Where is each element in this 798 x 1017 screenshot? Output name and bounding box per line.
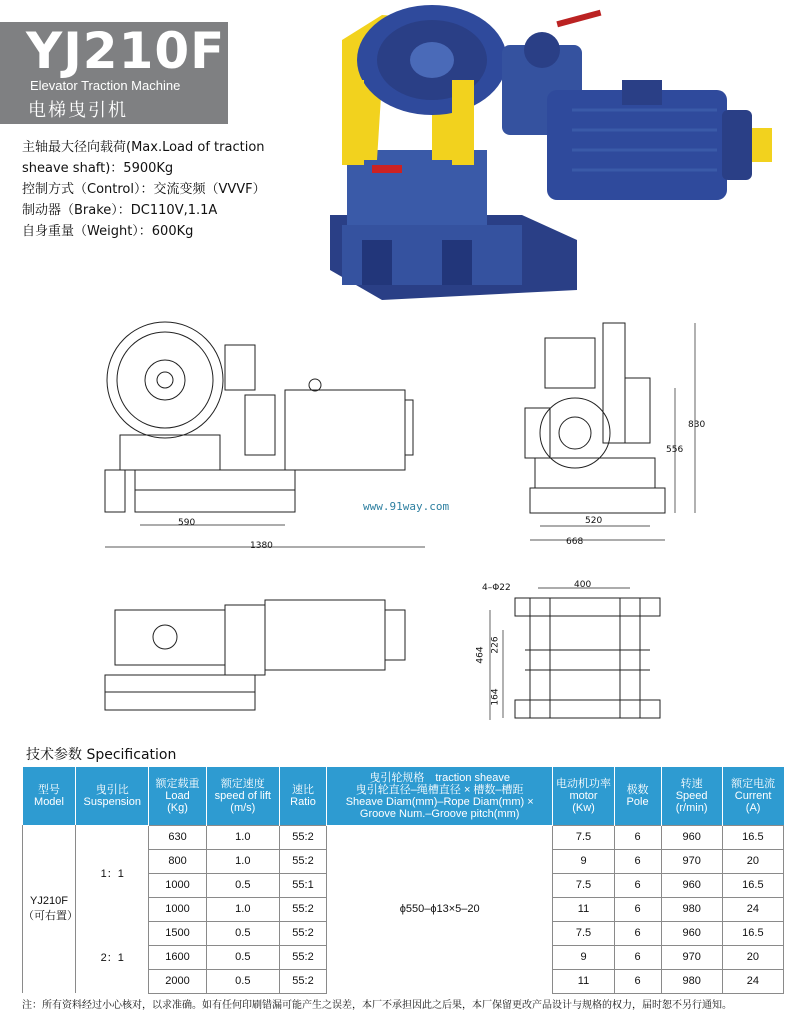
model-title: YJ210F — [26, 22, 226, 80]
col-model: 型号 Model — [23, 767, 76, 825]
col-rpm: 转速 Speed (r/min) — [661, 767, 722, 825]
side-view-drawing — [505, 318, 705, 548]
col-ratio: 速比 Ratio — [280, 767, 327, 825]
footnote: 注：所有资料经过小心核对，以求准确。如有任何印刷错漏可能产生之误差，本厂不承担因此之后果，本厂保留更改产品设计与规格的权力，届时恕不另行通知。 — [22, 1000, 732, 1011]
col-current: 额定电流 Current (A) — [722, 767, 783, 825]
spec-line-control: 控制方式（Control）：交流变频（VVVF） — [22, 182, 266, 197]
dim-plan-400: 400 — [574, 580, 592, 590]
table-header-row — [23, 767, 784, 825]
subtitle-chinese: 电梯曳引机 — [28, 100, 128, 121]
dim-front-1380: 1380 — [250, 541, 273, 551]
table-row: 1000 0.5 55:1 7.5 6 960 16.5 — [23, 873, 784, 897]
sheave-cell: ϕ550–ϕ13×5–20 — [326, 825, 552, 993]
table-row: YJ210F （可右置） 1：1 630 1.0 55:2 ϕ550–ϕ13×5–20 7.5 6 960 16.5 — [23, 825, 784, 849]
col-load: 额定载重 Load (Kg) — [149, 767, 206, 825]
col-sheave: 曳引轮规格 traction sheave 曳引轮直径–绳槽直径 × 槽数–槽距 Sheave Diam(mm)–Rope Diam(mm) × Groove Num.–Groove pitch(mm) — [326, 767, 552, 825]
table-row: 1000 1.0 55:2 11 6 980 24 — [23, 897, 784, 921]
key-specs — [22, 137, 266, 242]
spec-table — [22, 767, 784, 994]
dim-side-830: 830 — [688, 420, 706, 430]
dim-side-520: 520 — [585, 516, 603, 526]
dim-front-590: 590 — [178, 518, 196, 528]
table-row: 1600 0.5 55:2 9 6 970 20 — [23, 945, 784, 969]
col-pole: 极数 Pole — [614, 767, 661, 825]
front-view-drawing — [95, 315, 435, 555]
dim-plan-holes: 4–Φ22 — [482, 583, 511, 593]
subtitle-english: Elevator Traction Machine — [30, 78, 181, 93]
suspension-cell-2: 2：1 — [76, 921, 149, 993]
col-motor: 电动机功率 motor (Kw) — [553, 767, 614, 825]
spec-line-weight: 自身重量（Weight）：600Kg — [22, 224, 194, 239]
foundation-plan-drawing — [470, 580, 670, 740]
spec-line-max-load: 主轴最大径向载荷(Max.Load of traction — [22, 140, 265, 155]
col-suspension: 曳引比 Suspension — [76, 767, 149, 825]
spec-line-max-load-value: sheave shaft)：5900Kg — [22, 161, 174, 176]
dim-plan-464: 464 — [475, 646, 486, 664]
table-row: 2：1 1500 0.5 55:2 7.5 6 960 16.5 — [23, 921, 784, 945]
suspension-cell-1: 1：1 — [76, 825, 149, 921]
dim-plan-164: 164 — [490, 688, 501, 706]
dim-plan-226: 226 — [490, 636, 501, 654]
machine-photo — [322, 0, 798, 305]
table-row: 2000 0.5 55:2 11 6 980 24 — [23, 969, 784, 993]
spec-line-brake: 制动器（Brake）：DC110V,1.1A — [22, 203, 218, 218]
model-cell: YJ210F （可右置） — [23, 825, 76, 993]
dim-side-556: 556 — [666, 445, 684, 455]
col-speed: 额定速度 speed of lift (m/s) — [206, 767, 279, 825]
table-row: 800 1.0 55:2 9 6 970 20 — [23, 849, 784, 873]
spec-heading: 技术参数 Specification — [26, 747, 177, 763]
watermark: www.91way.com — [363, 500, 450, 513]
top-view-drawing — [100, 595, 440, 730]
dim-side-668: 668 — [566, 537, 584, 547]
